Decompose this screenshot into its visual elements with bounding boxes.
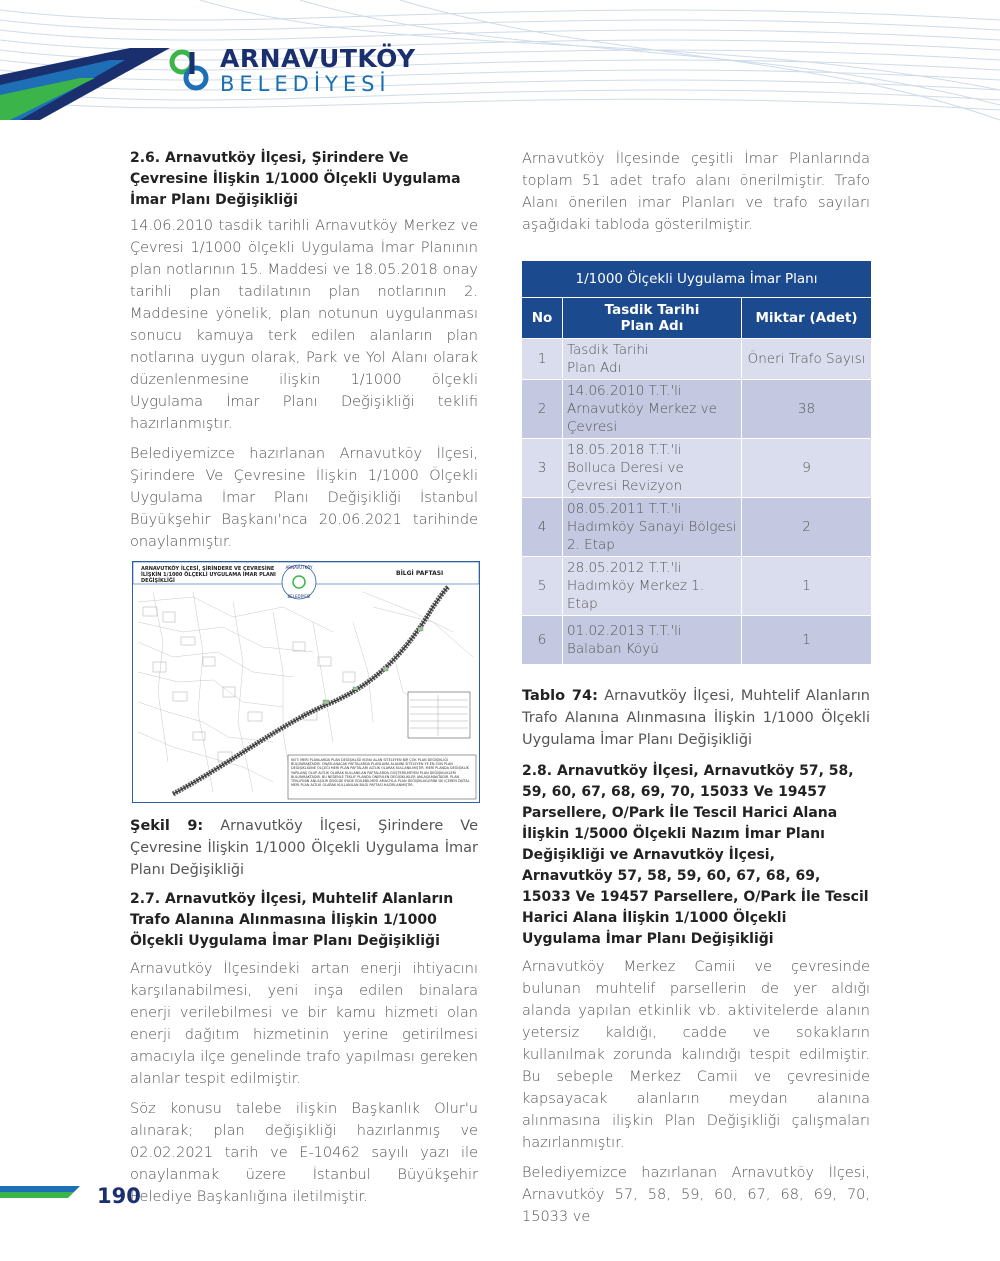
table-row: [522, 380, 871, 438]
stamp-bottom-text: BELEDİYESİ: [287, 594, 311, 599]
table-caption-label: Tablo 74:: [522, 688, 598, 704]
plan-map-figure: [132, 561, 480, 803]
row-plan-name: 28.05.2012 T.T.'li Hadımköy Merkez 1. Etap: [563, 557, 741, 615]
map-info-label: BİLGİ PAFTASI: [396, 570, 444, 577]
row-plan-name: 18.05.2018 T.T.'li Bolluca Deresi ve Çevresi Revizyon: [563, 439, 741, 497]
table-row: [522, 339, 871, 379]
row-no: 6: [522, 616, 562, 664]
map-note: NOT: MERİ PLANLARDA PLAN DEĞİŞİKLİĞİ KONU ALAN SİTELEYEN BİR ÇOK PLAN DEĞİŞİKLİĞİ BULUNMAKTADIR. ONAYLANACAK PAFTALARDA PLANLAMA ALANINI SİTELEYEN YE EN SON PLAN DEĞİŞİKLİĞİNE ÖLÇEĞİ MERİ PLAN PAFTALARI ALTLIK OLARAK KULLANILMIŞTIR. MERİ PLANDA DEĞİŞİKLİK YAPILANŞ OLUP ALTLIK OLARAK KULLANILAN PAFTALARDA GÖSTERİLMEYEN PLAN DEĞİŞİKLİKLERİ BULUNMAKTADIR. BU NEDENLE TEKLİF PLANDA ÖNERİLEN DEĞİŞİKLİKLER ANLAŞILMAKTADIR. PLAN TEKLİFİNİN ANLAŞILIR ŞEKİLDE İFADE EDİLEBİLMESİ AMACIYLA PLAN DEĞİŞİKLİKLERİNİ DE İÇEREN DİJİTAL MERİ PLAN ALTLIK OLARAK KULLANILAN BİLGİ PAFTASI HAZIRLANMIŞTIR.: [291, 758, 470, 788]
row-amount: Öneri Trafo Sayısı: [742, 339, 871, 379]
section-2-7-paragraph-1: Arnavutköy İlçesindeki artan enerji ihtiyacını karşılanabilmesi, yeni inşa edilen binalara enerji verilebilmesi ve bir kamu hizmeti olan enerji dağıtım hizmetinin yerine getirilmesi amacıyla ilçe genelinde trafo yapılması gereken alanlar tespit edilmiştir.: [130, 961, 478, 1087]
column-header-amount: Miktar (Adet): [742, 298, 871, 338]
row-plan-name: 01.02.2013 T.T.'li Balaban Köyü: [563, 616, 741, 664]
table-intro-paragraph: Arnavutköy İlçesinde çeşitli İmar Planlarında toplam 51 adet trafo alanı önerilmiştir. Trafo Alanı önerilen imar Planları ve trafo sayıları aşağıdaki tabloda gösterilmiştir.: [522, 151, 870, 233]
table-row: [522, 557, 871, 615]
stamp-top-text: ARNAVUTKÖY: [285, 565, 313, 570]
table-row: [522, 498, 871, 556]
row-plan-name: Tasdik Tarihi Plan Adı: [563, 339, 741, 379]
table-caption-text: Arnavutköy İlçesi, Muhtelif Alanların Trafo Alanına Alınmasına İlişkin 1/1000 Ölçekli Uygulama İmar Planı Değişikliği: [522, 688, 870, 748]
page-number-bar: [0, 1180, 80, 1204]
left-column: [130, 148, 478, 1216]
row-amount: 2: [742, 498, 871, 556]
table-row: [522, 616, 871, 664]
figure-caption-text: Arnavutköy İlçesi, Şirindere Ve Çevresine İlişkin 1/1000 Ölçekli Uygulama İmar Planı Değişikliği: [130, 818, 479, 878]
table-row: [522, 439, 871, 497]
right-column: [522, 148, 870, 1236]
map-title: ARNAVUTKÖY İLÇESİ, ŞİRİNDERE VE ÇEVRESİNE İLİŞKİN 1/1000 ÖLÇEKLİ UYGULAMA İMAR PLANI DEĞİŞİKLİĞİ: [141, 566, 276, 584]
row-no: 1: [522, 339, 562, 379]
section-2-6-heading: 2.6. Arnavutköy İlçesi, Şirindere Ve Çevresine İlişkin 1/1000 Ölçekli Uygulama İmar Planı Değişikliği: [130, 150, 461, 208]
row-no: 2: [522, 380, 562, 438]
header-wave-decoration: [0, 0, 1000, 125]
section-2-7-heading: 2.7. Arnavutköy İlçesi, Muhtelif Alanların Trafo Alanına Alınmasına İlişkin 1/1000 Ölçekli Uygulama İmar Planı Değişikliği: [130, 891, 454, 949]
section-2-8-heading: 2.8. Arnavutköy İlçesi, Arnavutköy 57, 58, 59, 60, 67, 68, 69, 70, 15033 Ve 19457 Parsellere, O/Park İle Tescil Harici Alana İlişkin 1/5000 Ölçekli Nazım İmar Planı Değişikliği ve Arnavutköy İlçesi, Arnavutköy 57, 58, 59, 60, 67, 68, 69, 15033 Ve 19457 Parsellere, O/Park İle Tescil Harici Alana İlişkin 1/1000 Ölçekli Uygulama İmar Planı Değişikliği: [522, 763, 869, 947]
row-amount: 1: [742, 557, 871, 615]
row-plan-name: 08.05.2011 T.T.'li Hadımköy Sanayi Bölgesi 2. Etap: [563, 498, 741, 556]
municipality-logo: [168, 42, 416, 98]
row-no: 5: [522, 557, 562, 615]
section-2-6-paragraph-1: 14.06.2010 tasdik tarihli Arnavutköy Merkez ve Çevresi 1/1000 ölçekli Uygulama İmar Planının plan notlarının 15. Maddesi ve 18.05.2018 onay tarihli plan tadilatının plan notlarının 2. Maddesine yönelik, plan notunun uygulanması sonucu kamuya terk edilen alanların plan notlarına uygun olarak, Park ve Yol Alanı olarak düzenlenmesine ilişkin 1/1000 ölçekli Uygulama İmar Planı Değişikliği teklifi hazırlanmıştır.: [130, 218, 478, 432]
row-plan-name: 14.06.2010 T.T.'li Arnavutköy Merkez ve Çevresi: [563, 380, 741, 438]
figure-caption-label: Şekil 9:: [130, 818, 204, 834]
trafo-table: [521, 260, 872, 665]
table-74-caption: [522, 685, 870, 751]
column-header-plan-line2: Plan Adı: [620, 318, 684, 334]
row-no: 3: [522, 439, 562, 497]
column-header-no: No: [522, 298, 562, 338]
section-2-8-paragraph-2: Belediyemizce hazırlanan Arnavutköy İlçesi, Arnavutköy 57, 58, 59, 60, 67, 68, 69, 70, 15033 ve: [522, 1165, 870, 1225]
page-number: 190: [97, 1184, 141, 1208]
logo-leaf-icon: [168, 44, 212, 96]
row-amount: 38: [742, 380, 871, 438]
logo-subtitle: BELEDİYESİ: [220, 71, 391, 96]
logo-title: ARNAVUTKÖY: [220, 43, 416, 73]
row-amount: 1: [742, 616, 871, 664]
section-2-7-paragraph-2: Söz konusu talebe ilişkin Başkanlık Olur'u alınarak; plan değişikliği hazırlanmış ve 02.02.2021 tarih ve E-10462 sayılı yazı ile onaylanmak üzere İstanbul Büyükşehir Belediye Başkanlığına iletilmiştir.: [130, 1101, 478, 1205]
section-2-6-paragraph-2: Belediyemizce hazırlanan Arnavutköy İlçesi, Şirindere Ve Çevresine İlişkin 1/1000 Ölçekli Uygulama İmar Planı Değişikliği İstanbul Büyükşehir Başkanı'nca 20.06.2021 tarihinde onaylanmıştır.: [130, 446, 478, 550]
column-header-plan: [563, 298, 741, 338]
row-amount: 9: [742, 439, 871, 497]
section-2-8-paragraph-1: Arnavutköy Merkez Camii ve çevresinde bulunan muhtelif parsellerin de yer aldığı alanda yapılan etkinlik vb. aktivitelerde alanın yetersiz kaldığı, cadde ve sokakların kullanılmak zorunda kalındığı tespit edilmiştir. Bu sebeple Merkez Camii ve çevresinide kapsayacak alanların meydan alanına alınmasına ilişkin Plan Değişikliği çalışmaları hazırlanmıştır.: [522, 959, 870, 1151]
figure-9-caption: [130, 815, 478, 881]
column-header-plan-line1: Tasdik Tarihi: [604, 302, 700, 318]
row-no: 4: [522, 498, 562, 556]
table-title: 1/1000 Ölçekli Uygulama İmar Planı: [522, 261, 871, 297]
